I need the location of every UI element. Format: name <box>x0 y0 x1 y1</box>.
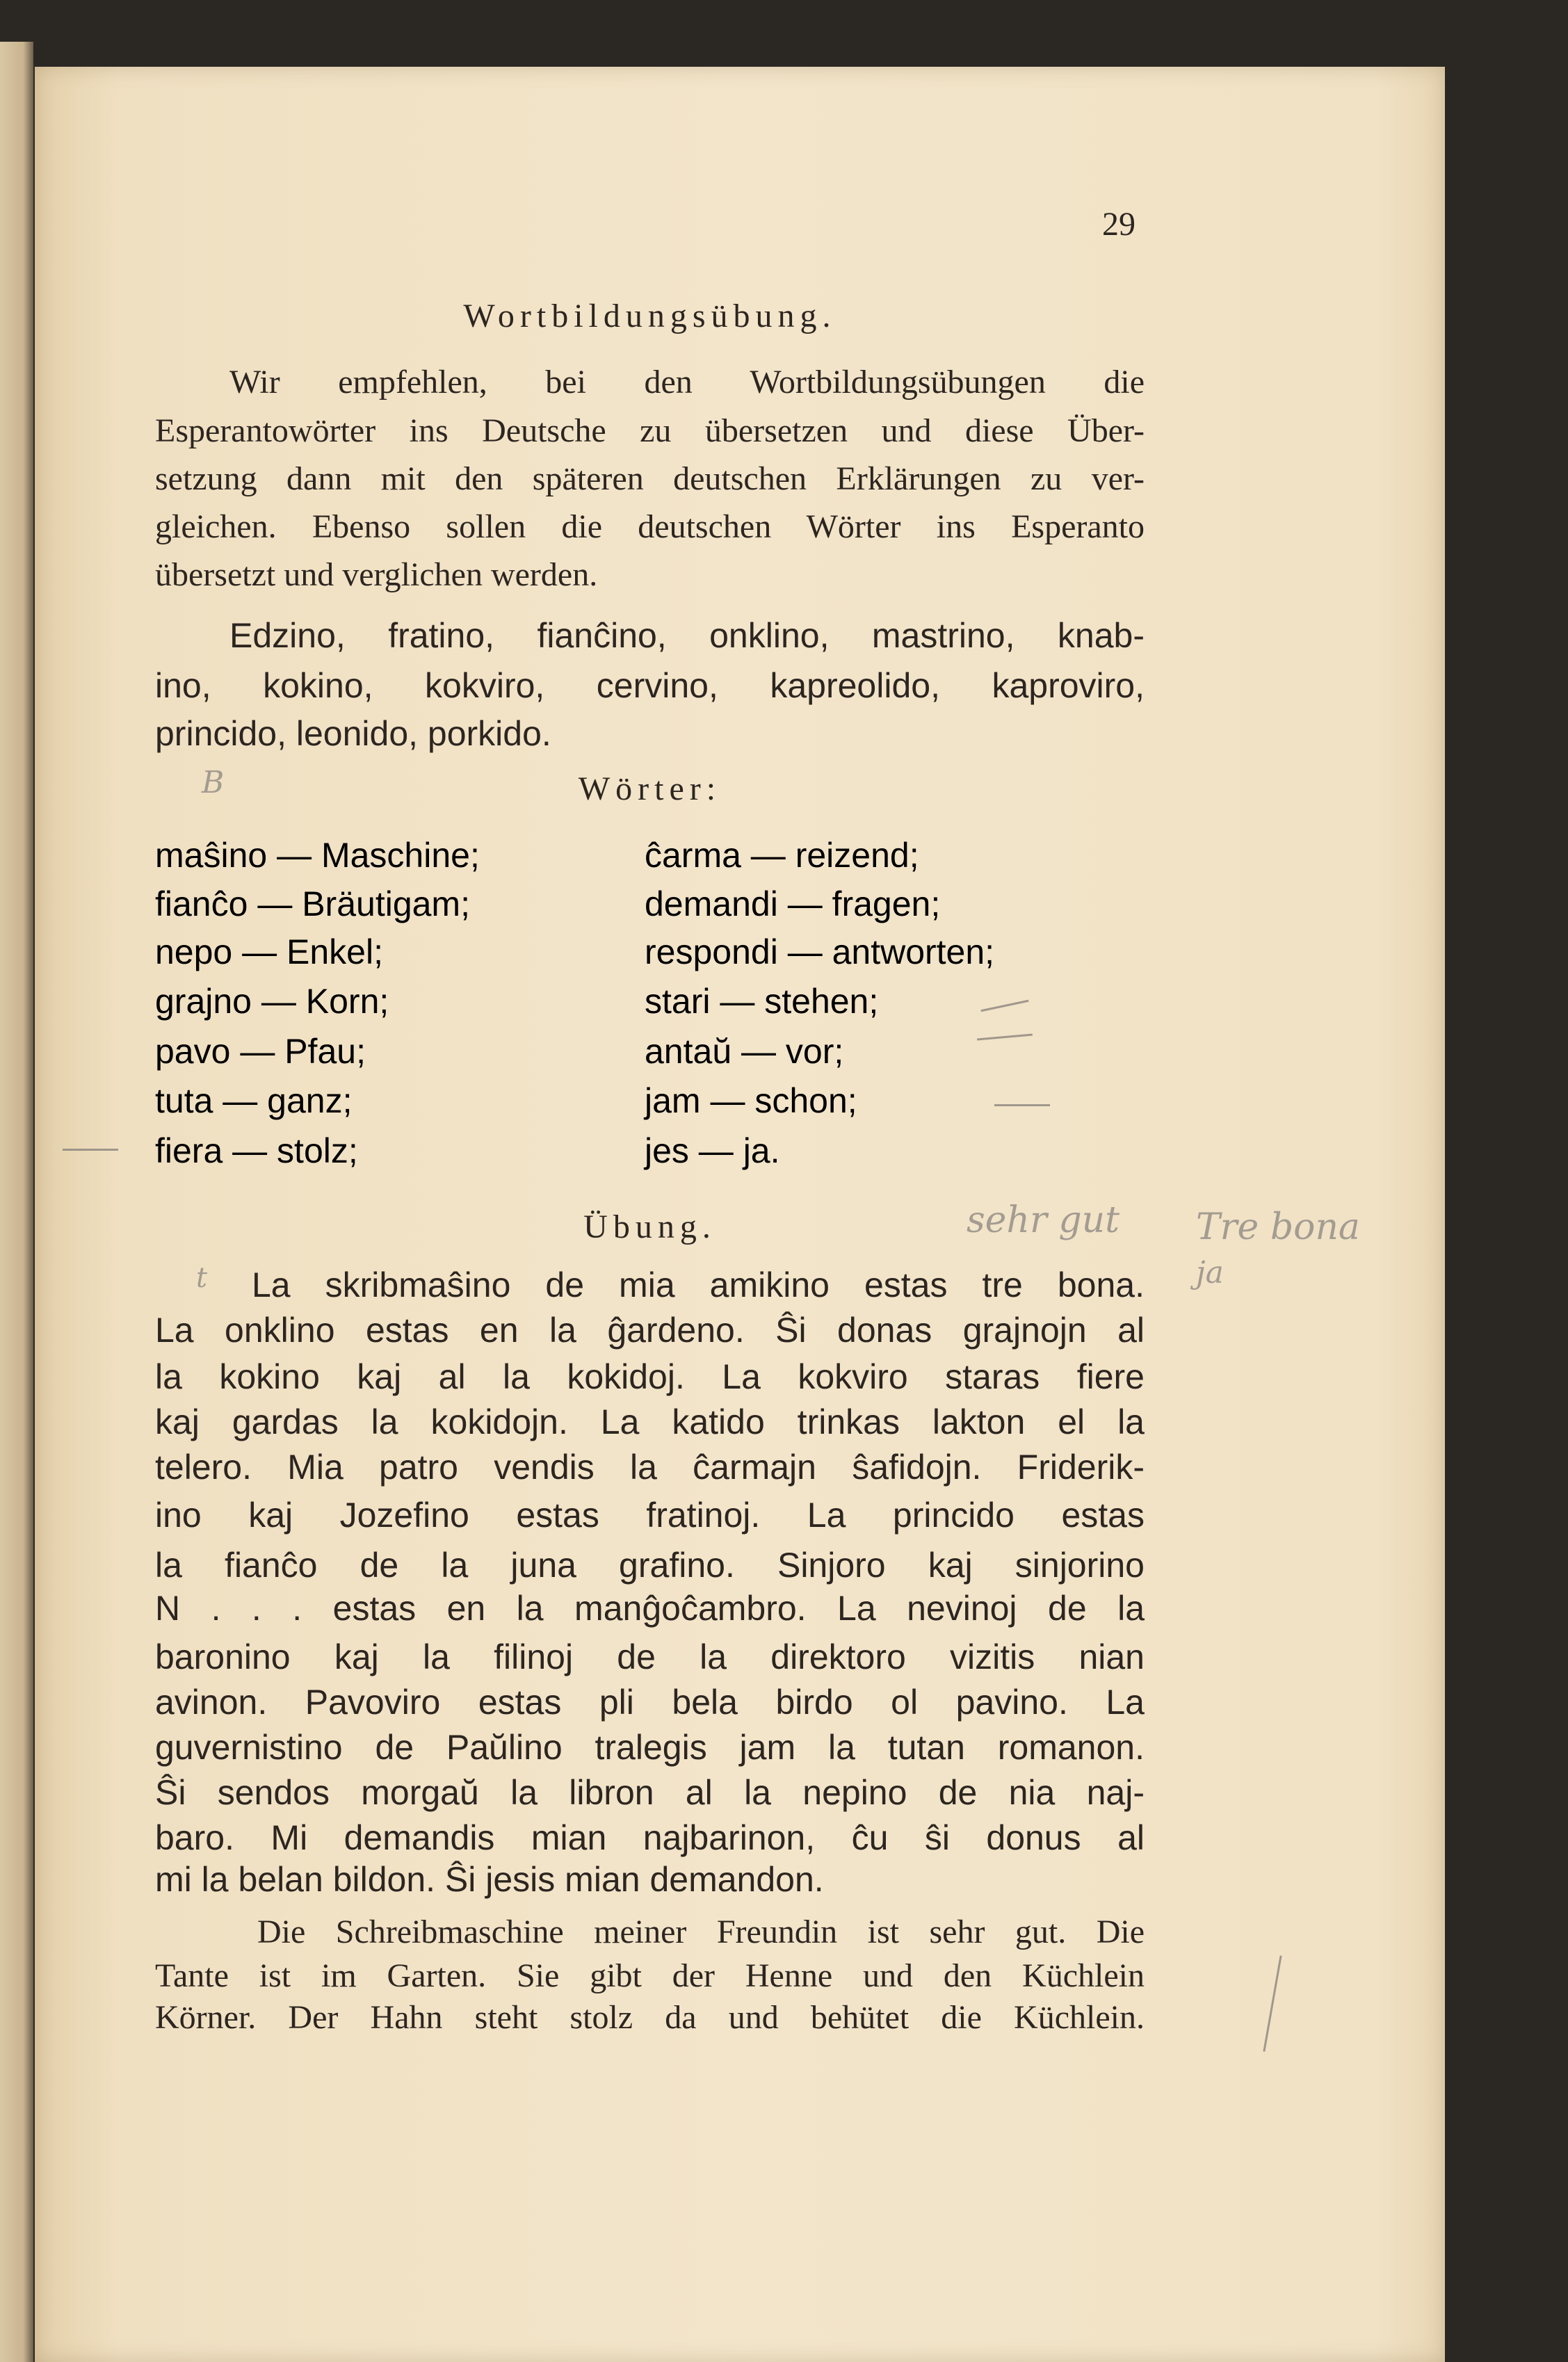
page-number: 29 <box>1102 206 1135 243</box>
vocab-heading: Wörter: <box>578 770 722 807</box>
vocab-item: nepo — Enkel; <box>155 932 383 971</box>
intro-line: übersetzt und verglichen werden. <box>155 556 598 593</box>
exercise-line: telero. Mia patro vendis la ĉarmajn ŝafidojn. Friderik- <box>155 1448 1145 1487</box>
left-page-edge <box>0 42 33 2362</box>
pencil-note: Tre bona <box>1196 1206 1360 1248</box>
vocab-item: respondi — antworten; <box>645 932 995 971</box>
intro-line: gleichen. Ebenso sollen die deutschen Wörter ins Esperanto <box>155 508 1145 545</box>
vocab-item: jam — schon; <box>645 1081 857 1120</box>
word-line: ino, kokino, kokviro, cervino, kapreolido, kaproviro, <box>155 666 1145 705</box>
vocab-item: grajno — Korn; <box>155 982 389 1021</box>
exercise-heading: Übung. <box>583 1208 716 1245</box>
pencil-mark <box>994 1104 1050 1106</box>
pencil-note: t <box>196 1262 208 1294</box>
vocab-item: maŝino — Maschine; <box>155 836 480 875</box>
pencil-note: sehr gut <box>967 1199 1120 1241</box>
exercise-line: baronino kaj la filinoj de la direktoro vizitis nian <box>155 1637 1145 1676</box>
vocab-item: jes — ja. <box>645 1131 780 1170</box>
vocab-item: ĉarma — reizend; <box>645 836 919 875</box>
vocab-item: tuta — ganz; <box>155 1081 353 1120</box>
intro-line: Wir empfehlen, bei den Wortbildungsübungen die <box>229 364 1145 401</box>
exercise-line: La onklino estas en la ĝardeno. Ŝi donas grajnojn al <box>155 1311 1145 1350</box>
exercise-line: avinon. Pavoviro estas pli bela birdo ol pavino. La <box>155 1683 1145 1722</box>
exercise-line: la kokino kaj al la kokidoj. La kokviro staras fiere <box>155 1357 1145 1396</box>
exercise-line: la fianĉo de la juna grafino. Sinjoro kaj sinjorino <box>155 1546 1145 1585</box>
pencil-note: B <box>202 765 225 800</box>
word-line: princido, leonido, porkido. <box>155 714 551 753</box>
vocab-item: demandi — fragen; <box>645 884 941 923</box>
intro-line: Esperantowörter ins Deutsche zu übersetzen und diese Über- <box>155 412 1145 449</box>
vocab-item: antaŭ — vor; <box>645 1032 844 1071</box>
exercise-line: mi la belan bildon. Ŝi jesis mian demandon. <box>155 1860 824 1899</box>
exercise-line: guvernistino de Paŭlino tralegis jam la tutan romanon. <box>155 1728 1145 1767</box>
exercise-line: N . . . estas en la manĝoĉambro. La nevinoj de la <box>155 1589 1145 1628</box>
exercise-line: kaj gardas la kokidojn. La katido trinkas lakton el la <box>155 1402 1145 1441</box>
exercise-line: La skribmaŝino de mia amikino estas tre bona. <box>252 1265 1145 1304</box>
section-heading: Wortbildungsübung. <box>463 298 836 334</box>
vocab-item: pavo — Pfau; <box>155 1032 366 1071</box>
pencil-mark <box>63 1149 118 1151</box>
vocab-item: fiera — stolz; <box>155 1131 358 1170</box>
word-line: Edzino, fratino, fianĉino, onklino, mastrino, knab- <box>229 616 1145 655</box>
exercise-line: Ŝi sendos morgaŭ la libron al la nepino de nia naj- <box>155 1773 1145 1812</box>
intro-line: setzung dann mit den späteren deutschen Erklärungen zu ver- <box>155 460 1145 497</box>
german-line: Tante ist im Garten. Sie gibt der Henne und den Küchlein <box>155 1957 1145 1994</box>
german-line: Die Schreibmaschine meiner Freundin ist sehr gut. Die <box>257 1914 1145 1950</box>
pencil-note: ja <box>1196 1255 1224 1291</box>
exercise-line: ino kaj Jozefino estas fratinoj. La princido estas <box>155 1496 1145 1535</box>
vocab-item: fianĉo — Bräutigam; <box>155 884 470 923</box>
exercise-line: baro. Mi demandis mian najbarinon, ĉu ŝi donus al <box>155 1818 1145 1857</box>
vocab-item: stari — stehen; <box>645 982 879 1021</box>
german-line: Körner. Der Hahn steht stolz da und behütet die Küchlein. <box>155 1999 1145 2036</box>
